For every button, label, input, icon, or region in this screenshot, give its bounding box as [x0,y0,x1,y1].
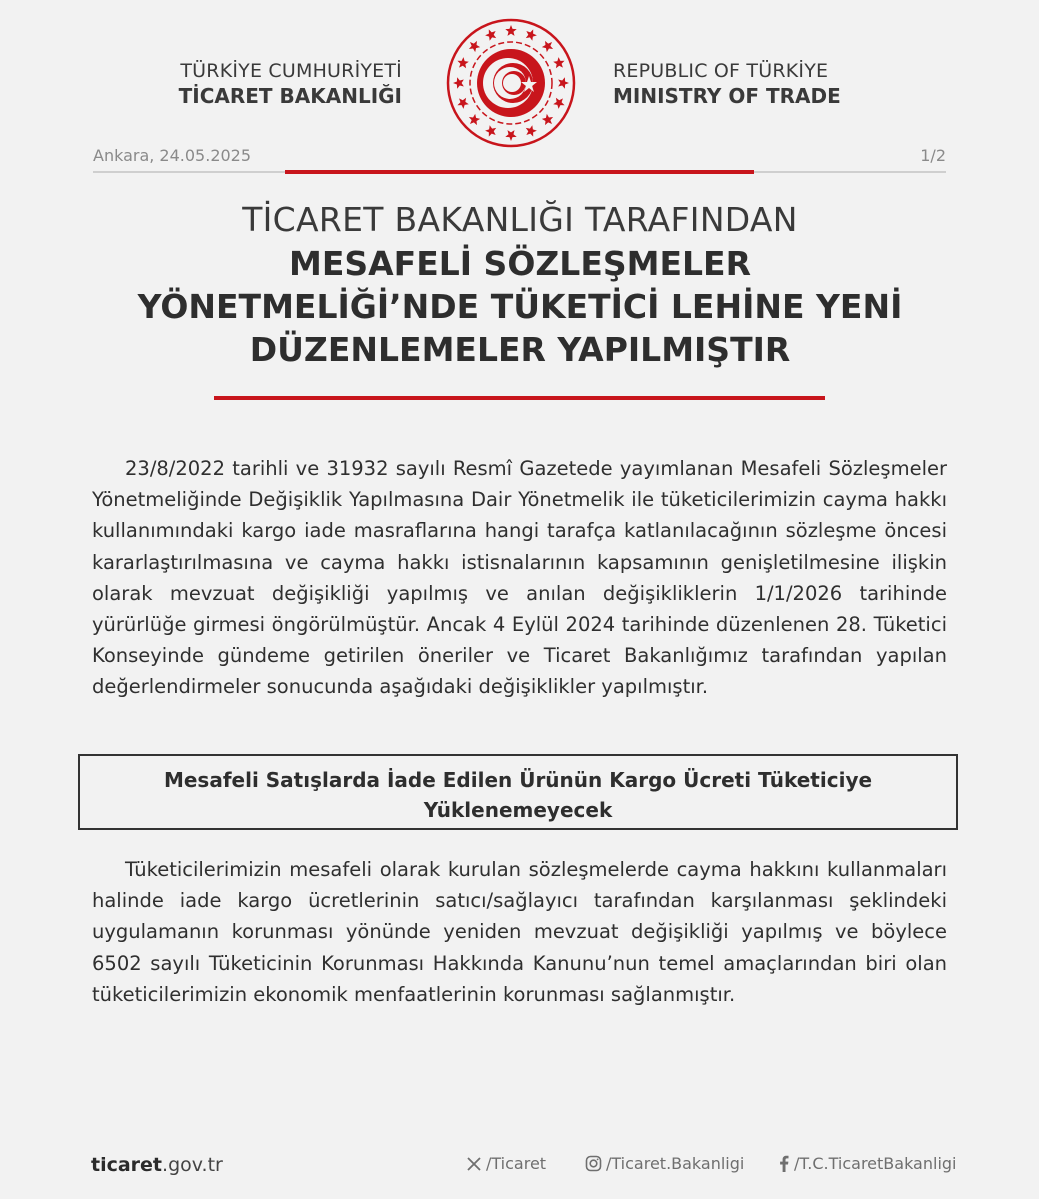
emblem-star-icon [526,29,537,40]
emblem-star-icon [526,125,537,136]
website-domain-suffix: .gov.tr [162,1154,223,1176]
facebook-social-link[interactable] [778,1154,956,1173]
section-heading-line-1: Mesafeli Satışlarda İade Edilen Ürünün Kargo Ücreti Tüketiciye [163,768,873,792]
emblem-star-icon [457,57,468,68]
crescent-star-emblem-icon [446,18,576,148]
body-paragraph-1: 23/8/2022 tarihli ve 31932 sayılı Resmî Gazetede yayımlanan Mesafeli Sözleşmeler Yönetmeliğinde Değişiklik Yapılmasına Dair Yönetmelik ile tüketicilerimizin cayma hakkı kullanımındaki kargo iade masraflarına hangi tarafça katlanılacağının sözleşme öncesi kararlaştırılmasına ve cayma hakkı istisnalarının kapsamının genişletilmesine ilişkin olarak mevzuat değişikliği yapılmış ve anılan değişikliklerin 1/1/2026 tarihinde yürürlüğe girmesi öngörülmüştür. Ancak 4 Eylül 2024 tarihinde düzenlenen 28. Tüketici Konseyinde gündeme getirilen öneriler ve Ticaret Bakanlığımız tarafından yapılan değerlendirmeler sonucunda aşağıdaki değişiklikler yapılmıştır. [92,457,947,699]
republic-label-en: REPUBLIC OF TÜRKİYE [613,60,829,82]
title-line-4: DÜZENLEMELER YAPILMIŞTIR [249,330,791,369]
emblem-star-icon [485,29,496,40]
document-meta [93,146,946,168]
press-release-title [60,198,980,371]
title-line-1: TİCARET BAKANLIĞI TARAFINDAN [242,200,798,239]
emblem-star-icon [558,77,569,88]
emblem-star-icon [542,114,553,125]
body-paragraph-2: Tüketicilerimizin mesafeli olarak kurulan sözleşmelerde cayma hakkını kullanmaları halinde iade kargo ücretlerinin satıcı/sağlayıcı tarafından karşılanması şeklindeki uygulamanın korunması yönünde yeniden mevzuat değişikliği yapılmış ve böylece 6502 sayılı Tüketicinin Korunması Hakkında Kanunu’nun temel amaçlarından biri olan tüketicilerimizin ekonomik menfaatlerinin korunması sağlanmıştır. [92,858,947,1006]
instagram-handle: /Ticaret.Bakanligi [606,1154,745,1173]
website-link[interactable] [91,1154,223,1176]
ministry-name-turkish [179,60,402,108]
facebook-handle: /T.C.TicaretBakanligi [794,1154,957,1173]
emblem-star-icon [553,57,564,68]
x-handle: /Ticaret [486,1154,547,1173]
x-logo-icon [466,1156,482,1172]
website-domain-bold: ticaret [91,1154,163,1176]
page-number: 1/2 [920,146,946,165]
ministry-name-english [613,60,841,108]
emblem-star-icon [553,98,564,109]
emblem-star-icon [505,130,516,141]
instagram-social-link[interactable] [585,1154,744,1173]
emblem-star-icon [457,98,468,109]
emblem-star-icon [505,25,516,36]
republic-label-tr: TÜRKİYE CUMHURİYETİ [180,60,402,82]
emblem-star-icon [485,125,496,136]
x-social-link[interactable] [466,1154,546,1173]
instagram-logo-icon [585,1155,602,1172]
ministry-label-en: MINISTRY OF TRADE [613,84,841,108]
section-heading-box [78,754,958,830]
section-heading-line-2: Yüklenemeyecek [423,798,613,822]
emblem-star-icon [453,77,464,88]
ministry-label-tr: TİCARET BAKANLIĞI [178,84,402,108]
title-line-3: YÖNETMELİĞİ’NDE TÜKETİCİ LEHİNE YENİ [137,287,903,326]
title-accent-divider [214,396,825,400]
facebook-logo-icon [778,1155,790,1172]
emblem-star-icon [469,114,480,125]
header-accent-divider [285,170,754,174]
title-line-2: MESAFELİ SÖZLEŞMELER [288,244,752,283]
document-date: Ankara, 24.05.2025 [93,146,252,165]
emblem-star-icon [542,41,553,52]
emblem-star-icon [469,41,480,52]
